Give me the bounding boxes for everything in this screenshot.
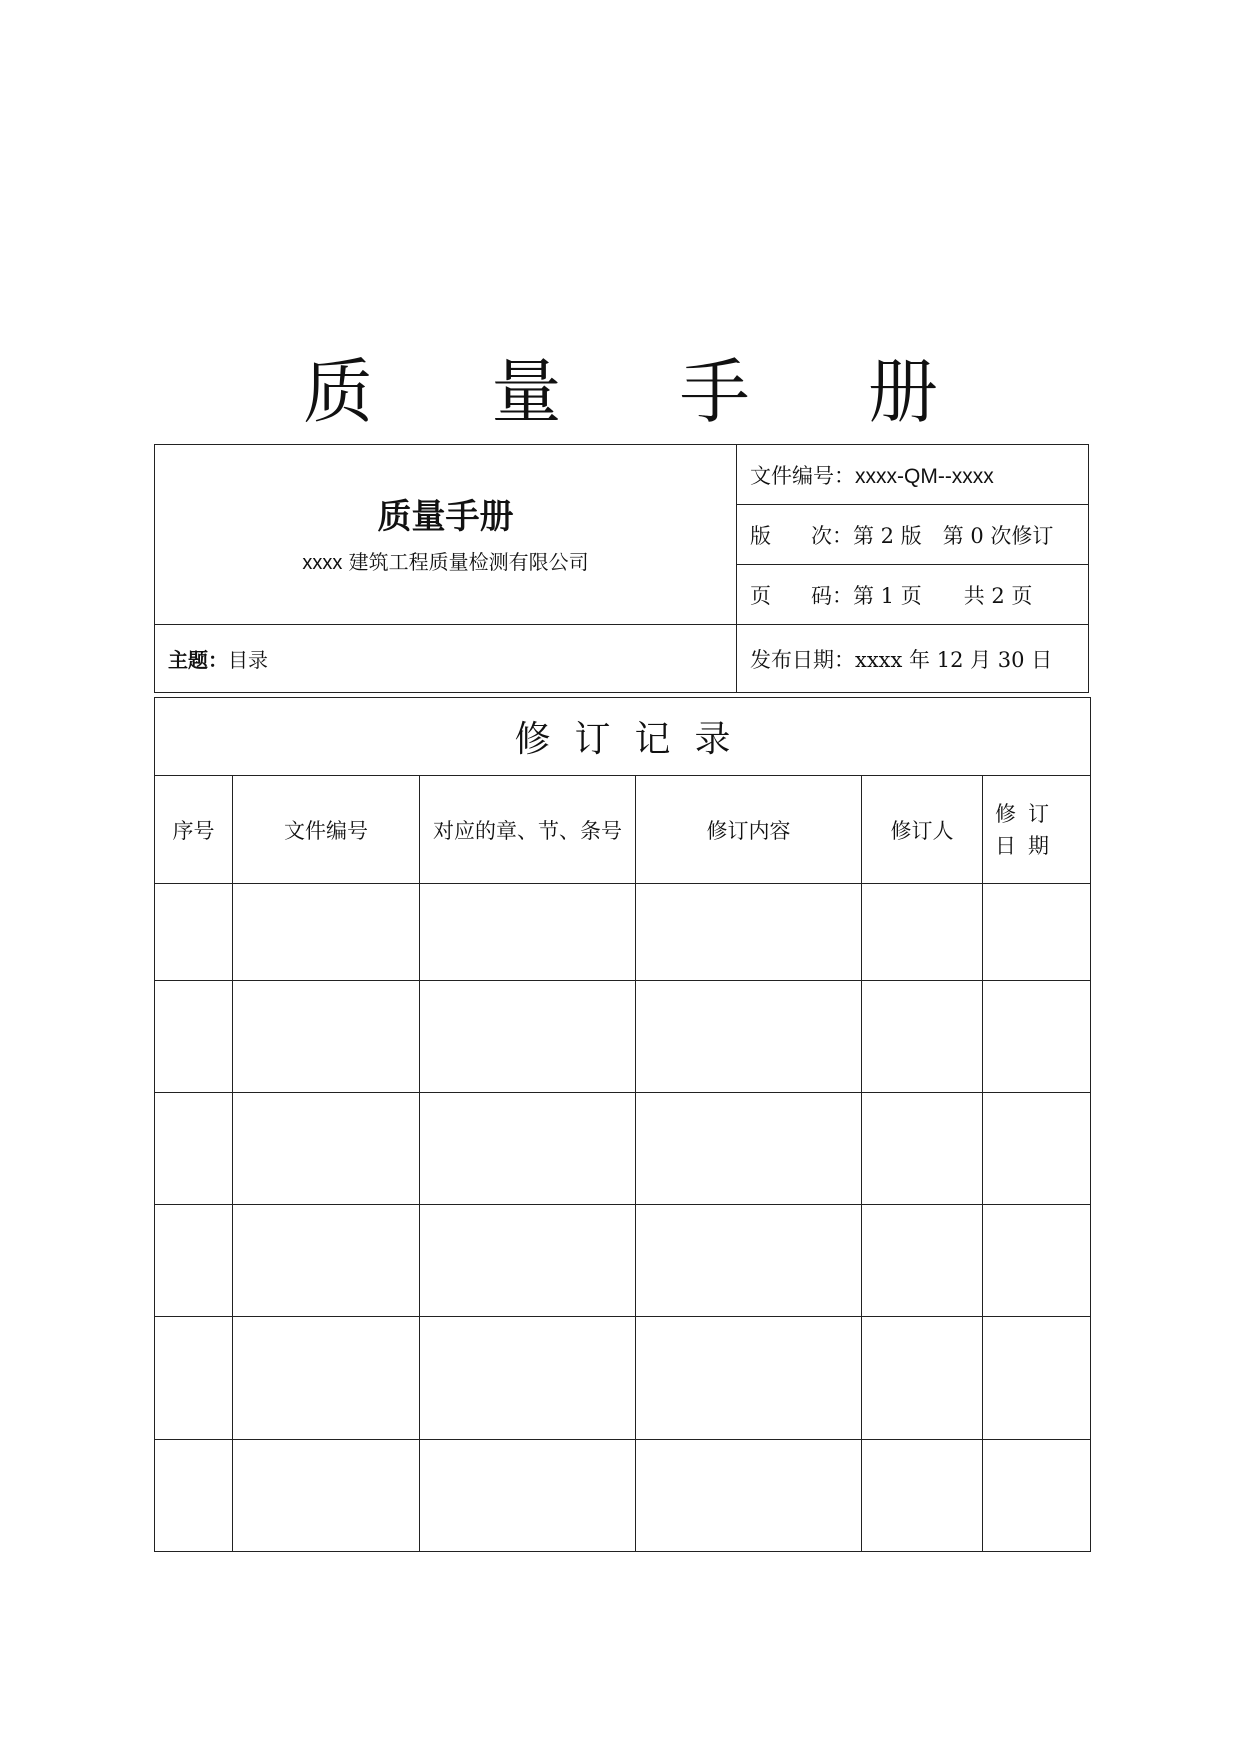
table-cell bbox=[420, 884, 636, 981]
table-cell bbox=[983, 1205, 1091, 1317]
table-cell bbox=[155, 1093, 233, 1205]
table-cell bbox=[233, 884, 420, 981]
table-cell bbox=[420, 981, 636, 1093]
table-cell bbox=[983, 884, 1091, 981]
table-cell bbox=[233, 981, 420, 1093]
table-cell bbox=[155, 1317, 233, 1440]
subject-cell bbox=[155, 625, 737, 693]
table-cell bbox=[862, 981, 983, 1093]
table-cell bbox=[862, 1440, 983, 1552]
table-cell bbox=[155, 1205, 233, 1317]
document-name: 质量手册 bbox=[377, 497, 514, 537]
subject-label: 主题： bbox=[168, 648, 228, 672]
release-date-value: xxxx 年 12 月 30 日 bbox=[855, 647, 1053, 672]
table-cell bbox=[420, 1317, 636, 1440]
table-row bbox=[155, 884, 1091, 981]
page-value: 第 1 页 共 2 页 bbox=[853, 583, 1033, 608]
revision-record-table bbox=[154, 697, 1091, 1552]
table-row bbox=[155, 1205, 1091, 1317]
page-label-a: 页 bbox=[750, 583, 771, 608]
file-number-label: 文件编号： bbox=[750, 463, 855, 488]
table-cell bbox=[155, 981, 233, 1093]
table-cell bbox=[420, 1205, 636, 1317]
table-row bbox=[155, 981, 1091, 1093]
company-prefix: xxxx bbox=[302, 552, 343, 574]
table-cell bbox=[636, 981, 862, 1093]
edition-label-a: 版 bbox=[750, 523, 771, 548]
file-number-cell bbox=[737, 445, 1089, 505]
table-cell bbox=[636, 1093, 862, 1205]
column-header-date: 修订日期 bbox=[983, 776, 1091, 884]
table-cell bbox=[420, 1440, 636, 1552]
table-cell bbox=[862, 1205, 983, 1317]
table-cell bbox=[983, 1440, 1091, 1552]
table-cell bbox=[636, 1205, 862, 1317]
page-number-cell bbox=[737, 565, 1089, 625]
column-header-reviser: 修订人 bbox=[862, 776, 983, 884]
release-date-label: 发布日期： bbox=[750, 647, 855, 672]
revision-record-title: 修订记录 bbox=[155, 698, 1091, 776]
table-cell bbox=[983, 1093, 1091, 1205]
table-cell bbox=[636, 884, 862, 981]
table-cell bbox=[420, 1093, 636, 1205]
table-cell bbox=[233, 1440, 420, 1552]
table-cell bbox=[636, 1440, 862, 1552]
column-header-content: 修订内容 bbox=[636, 776, 862, 884]
table-cell bbox=[636, 1317, 862, 1440]
table-cell bbox=[233, 1205, 420, 1317]
table-cell bbox=[233, 1317, 420, 1440]
document-header-table bbox=[154, 444, 1089, 693]
column-header-chapter: 对应的章、节、条号 bbox=[420, 776, 636, 884]
table-cell bbox=[233, 1093, 420, 1205]
page-label-b: 码： bbox=[811, 583, 853, 608]
column-header-index: 序号 bbox=[155, 776, 233, 884]
table-cell bbox=[862, 1093, 983, 1205]
file-number-value: xxxx-QM--xxxx bbox=[855, 464, 994, 488]
table-row bbox=[155, 1317, 1091, 1440]
table-cell bbox=[983, 1317, 1091, 1440]
company-name bbox=[155, 547, 736, 578]
table-cell bbox=[983, 981, 1091, 1093]
table-row bbox=[155, 1440, 1091, 1552]
edition-label-b: 次： bbox=[811, 523, 853, 548]
document-name-cell bbox=[155, 445, 737, 625]
subject-value: 目录 bbox=[228, 648, 268, 672]
table-cell bbox=[862, 884, 983, 981]
page-title: 质 量 手 册 bbox=[303, 351, 986, 433]
table-row bbox=[155, 1093, 1091, 1205]
table-cell bbox=[155, 884, 233, 981]
edition-value: 第 2 版 第 0 次修订 bbox=[853, 523, 1054, 548]
table-cell bbox=[862, 1317, 983, 1440]
company-suffix: 建筑工程质量检测有限公司 bbox=[348, 550, 589, 574]
table-cell bbox=[155, 1440, 233, 1552]
release-date-cell bbox=[737, 625, 1089, 693]
column-header-file-number: 文件编号 bbox=[233, 776, 420, 884]
edition-cell bbox=[737, 505, 1089, 565]
